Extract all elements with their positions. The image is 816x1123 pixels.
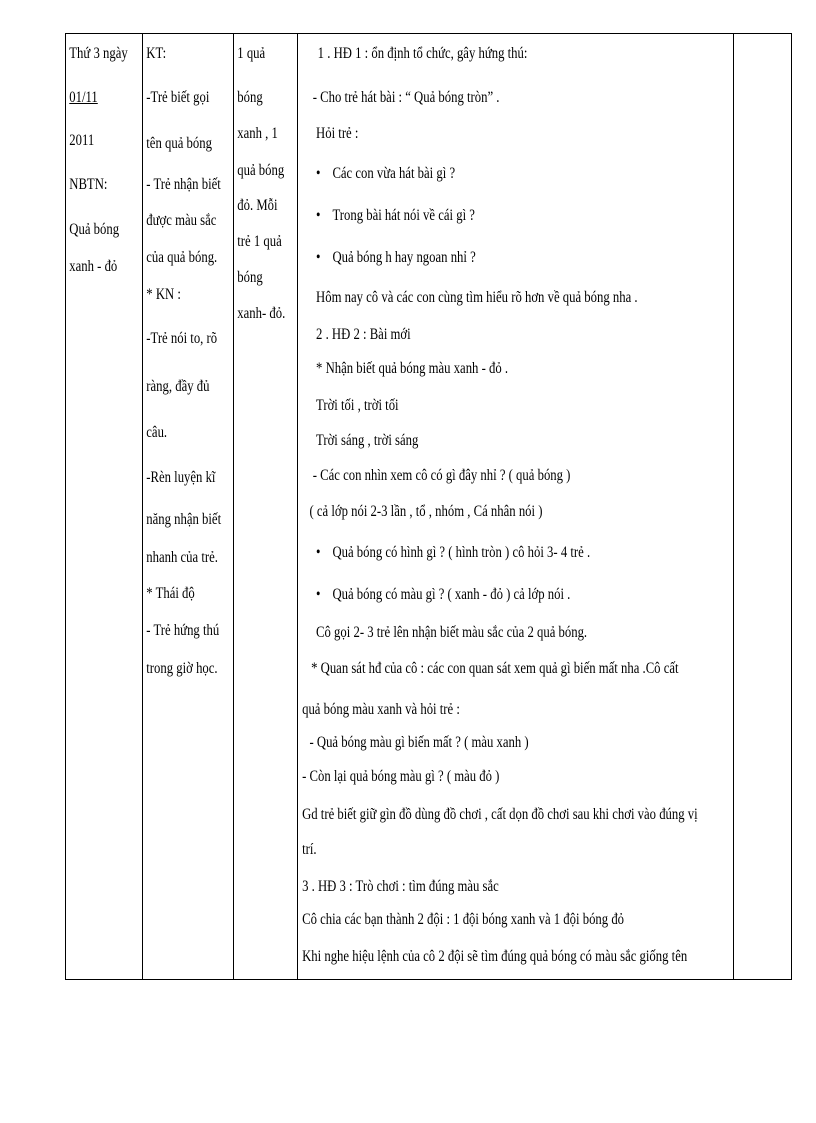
activity-bullet-line: • Các con vừa hát bài gì ? bbox=[316, 165, 456, 182]
goal-line: - Trẻ nhận biết bbox=[146, 176, 221, 193]
activity-line: * Quan sát hđ của cô : các con quan sát xem quả gì biến mất nha .Cô cất bbox=[311, 660, 679, 677]
goal-line: -Rèn luyện kĩ bbox=[146, 469, 216, 486]
activity-heading: 1 . HĐ 1 : ổn định tổ chức, gây hứng thú: bbox=[317, 45, 528, 62]
cell-activity bbox=[298, 34, 734, 980]
activity-line: Khi nghe hiệu lệnh của cô 2 đội sẽ tìm đúng quả bóng có màu sắc giống tên bbox=[302, 948, 688, 965]
bullet-icon: • bbox=[316, 165, 321, 182]
goal-line: * Thái độ bbox=[146, 585, 195, 602]
goal-line: -Trẻ nói to, rõ bbox=[146, 330, 218, 347]
activity-line: Trời sáng , trời sáng bbox=[316, 432, 419, 449]
goal-line: của quả bóng. bbox=[146, 249, 218, 266]
date-line: 01/11 bbox=[69, 89, 98, 106]
day-line: Thứ 3 ngày bbox=[69, 45, 128, 62]
activity-heading: 2 . HĐ 2 : Bài mới bbox=[316, 326, 411, 343]
material-line: bóng bbox=[237, 269, 263, 286]
activity-line: Cô gọi 2- 3 trẻ lên nhận biết màu sắc của 2 quả bóng. bbox=[316, 624, 588, 641]
subject-line: NBTN: bbox=[69, 176, 108, 193]
activity-line: - Các con nhìn xem cô có gì đây nhỉ ? ( quả bóng ) bbox=[312, 467, 571, 484]
cell-materials bbox=[234, 34, 298, 980]
table-row bbox=[66, 34, 792, 980]
activity-line: - Quả bóng màu gì biến mất ? ( màu xanh ) bbox=[309, 734, 529, 751]
activity-line: Gd trẻ biết giữ gìn đồ dùng đồ chơi , cất dọn đồ chơi sau khi chơi vào đúng vị bbox=[302, 806, 698, 823]
bullet-icon: • bbox=[316, 586, 321, 603]
activity-line: ( cả lớp nói 2-3 lần , tổ , nhóm , Cá nhân nói ) bbox=[309, 503, 543, 520]
activity-heading: 3 . HĐ 3 : Trò chơi : tìm đúng màu sắc bbox=[302, 878, 499, 895]
lesson-plan-table bbox=[65, 33, 792, 980]
goal-line: * KN : bbox=[146, 286, 181, 303]
activity-line: trí. bbox=[302, 841, 317, 858]
material-line: bóng bbox=[237, 89, 263, 106]
activity-line: Hôm nay cô và các con cùng tìm hiểu rõ hơn về quả bóng nha . bbox=[316, 289, 638, 306]
goal-line: -Trẻ biết gọi bbox=[146, 89, 210, 106]
cell-notes bbox=[734, 34, 792, 980]
year-line: 2011 bbox=[69, 132, 95, 149]
activity-line: - Còn lại quả bóng màu gì ? ( màu đỏ ) bbox=[302, 768, 500, 785]
goal-line: câu. bbox=[146, 424, 168, 441]
material-line: xanh- đỏ. bbox=[237, 305, 286, 322]
activity-line: Hỏi trẻ : bbox=[316, 125, 359, 142]
bullet-icon: • bbox=[316, 207, 321, 224]
goal-line: tên quả bóng bbox=[146, 135, 212, 152]
goal-line: nhanh của trẻ. bbox=[146, 549, 218, 566]
goal-line: KT: bbox=[146, 45, 167, 62]
material-line: quả bóng bbox=[237, 162, 285, 179]
activity-line: * Nhận biết quả bóng màu xanh - đỏ . bbox=[316, 360, 509, 377]
activity-line: Cô chia các bạn thành 2 đội : 1 đội bóng xanh và 1 đội bóng đỏ bbox=[302, 911, 625, 928]
bullet-icon: • bbox=[316, 544, 321, 561]
activity-bullet-line: • Quả bóng có hình gì ? ( hình tròn ) cô hỏi 3- 4 trẻ . bbox=[316, 544, 591, 561]
activity-line: - Cho trẻ hát bài : “ Quả bóng tròn” . bbox=[312, 89, 500, 106]
activity-line: quả bóng màu xanh và hỏi trẻ : bbox=[302, 701, 460, 718]
topic-line: Quả bóng bbox=[69, 221, 120, 238]
cell-goals bbox=[143, 34, 234, 980]
goal-line: - Trẻ hứng thú bbox=[146, 622, 220, 639]
goal-line: trong giờ học. bbox=[146, 660, 218, 677]
activity-bullet-line: • Quả bóng có màu gì ? ( xanh - đỏ ) cả lớp nói . bbox=[316, 586, 571, 603]
material-line: xanh , 1 bbox=[237, 125, 278, 142]
material-line: trẻ 1 quả bbox=[237, 233, 282, 250]
topic-line: xanh - đỏ bbox=[69, 258, 118, 275]
bullet-icon: • bbox=[316, 249, 321, 266]
cell-day bbox=[66, 34, 143, 980]
activity-bullet-line: • Quả bóng h hay ngoan nhỉ ? bbox=[316, 249, 476, 266]
goal-line: ràng, đầy đủ bbox=[146, 378, 210, 395]
goal-line: năng nhận biết bbox=[146, 511, 222, 528]
material-line: 1 quả bbox=[237, 45, 266, 62]
activity-line: Trời tối , trời tối bbox=[316, 397, 399, 414]
activity-bullet-line: • Trong bài hát nói về cái gì ? bbox=[316, 207, 475, 224]
material-line: đỏ. Mỗi bbox=[237, 197, 278, 214]
goal-line: được màu sắc bbox=[146, 212, 217, 229]
